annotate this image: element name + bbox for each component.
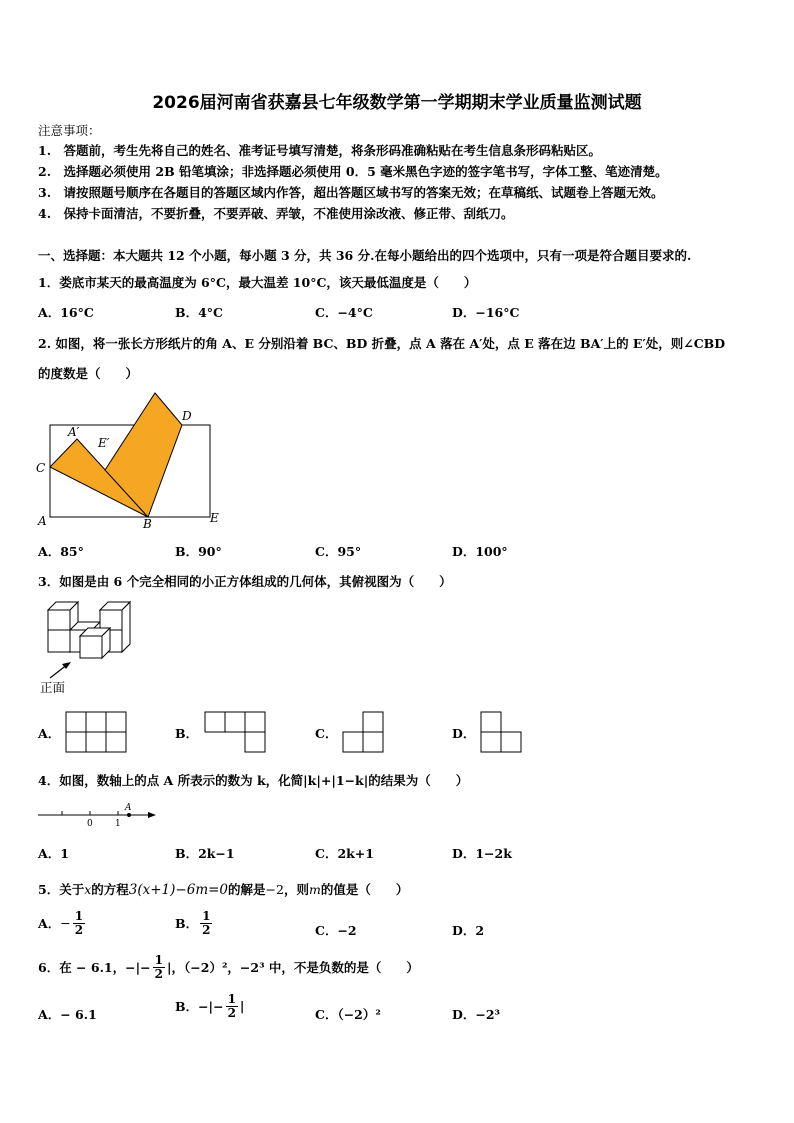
notice-heading: 注意事项： bbox=[38, 123, 101, 138]
q5-stem-mid: 的方程 bbox=[91, 882, 129, 897]
q5-option-a-sign: − bbox=[60, 915, 71, 931]
q1-option-b: B．4°C bbox=[175, 305, 223, 320]
q6-stem-fraction bbox=[153, 954, 165, 980]
label-c: C bbox=[36, 461, 46, 475]
q6-stem-pre: 6．在 − 6.1，−|− bbox=[38, 960, 151, 976]
front-label: 正面 bbox=[40, 680, 66, 695]
q1-option-c: C．−4°C bbox=[315, 305, 373, 320]
question-1-stem: 1．娄底市某天的最高温度为 6°C，最大温差 10°C，该天最低温度是（ ） bbox=[38, 275, 477, 290]
q5-stem-mid3: ，则 bbox=[283, 882, 309, 897]
number-line bbox=[36, 800, 160, 830]
fraction-numerator: 1 bbox=[74, 909, 84, 923]
question-6-stem bbox=[38, 954, 419, 980]
q5-solution: −2 bbox=[265, 882, 284, 897]
fraction-denominator: 2 bbox=[74, 922, 84, 937]
q3-option-d: D． bbox=[452, 726, 476, 741]
q4-option-b: B．2k−1 bbox=[175, 846, 235, 861]
fraction-numerator: 1 bbox=[227, 992, 236, 1006]
q5-option-c: C．−2 bbox=[315, 923, 357, 938]
q5-stem-mid2: 的解是 bbox=[228, 882, 266, 897]
fold-figure bbox=[30, 388, 230, 533]
q2-option-d: D．100° bbox=[452, 544, 508, 559]
q6-option-a: A．− 6.1 bbox=[38, 1007, 97, 1022]
q2-option-b: B．90° bbox=[175, 544, 222, 559]
q3-option-b: B． bbox=[175, 726, 199, 741]
q5-stem-post: 的值是（ ） bbox=[320, 882, 409, 897]
q4-option-d: D．1−2k bbox=[452, 846, 512, 861]
q6-option-b-fraction bbox=[226, 993, 238, 1019]
fraction-numerator: 1 bbox=[154, 953, 163, 967]
notice-item: 2. 选择题必须使用 2B 铅笔填涂；非选择题必须使用 0．5 毫米黑色字迹的签字笔书写，字体工整、笔迹清楚。 bbox=[38, 164, 668, 179]
axis-point-a: A bbox=[125, 803, 132, 813]
section-heading: 一、选择题：本大题共 12 个小题，每小题 3 分，共 36 分.在每小题给出的四个选项中，只有一项是符合题目要求的. bbox=[38, 248, 692, 263]
q3-option-a-figure[interactable] bbox=[64, 710, 128, 754]
axis-one: 1 bbox=[115, 819, 121, 829]
label-a-prime: A′ bbox=[68, 425, 80, 439]
q5-option-b bbox=[175, 910, 214, 936]
question-2-stem: 2. 如图，将一张长方形纸片的角 A、E 分别沿着 BC、BD 折叠，点 A 落在 A′处，点 E 落在边 BA′上的 E′处，则∠CBD bbox=[38, 336, 726, 351]
q3-option-d-figure[interactable] bbox=[479, 710, 523, 754]
question-4-stem: 4．如图，数轴上的点 A 所表示的数为 k，化简|k|+|1−k|的结果为（ ） bbox=[38, 773, 469, 788]
notice-item: 4. 保持卡面清洁，不要折叠，不要弄破、弄皱，不准使用涂改液、修正带、刮纸刀。 bbox=[38, 206, 514, 221]
question-5-stem bbox=[38, 880, 408, 898]
q6-option-d: D．−2³ bbox=[452, 1007, 500, 1022]
q6-option-b-pre: B．−|− bbox=[175, 999, 224, 1015]
question-2-stem-cont: 的度数是（ ） bbox=[38, 366, 139, 381]
q6-option-c: C．（−2）² bbox=[315, 1007, 381, 1022]
q5-option-a bbox=[38, 910, 87, 936]
label-d: D bbox=[182, 409, 192, 423]
label-a: A bbox=[38, 514, 47, 528]
fraction-denominator: 2 bbox=[227, 1005, 236, 1020]
q5-var-m: m bbox=[309, 882, 321, 897]
q6-option-b bbox=[175, 993, 244, 1019]
q5-equation: 3(x+1)−6m=0 bbox=[128, 882, 229, 898]
label-b: B bbox=[143, 517, 152, 531]
label-e: E bbox=[210, 511, 219, 525]
notice-item: 1. 答题前，考生先将自己的姓名、准考证号填写清楚，将条形码准确粘贴在考生信息条形码粘贴区。 bbox=[38, 143, 602, 158]
q5-option-a-fraction bbox=[73, 910, 85, 936]
question-3-stem: 3．如图是由 6 个完全相同的小正方体组成的几何体，其俯视图为（ ） bbox=[38, 574, 452, 589]
q5-option-a-label: A． bbox=[38, 916, 61, 932]
q3-option-a: A． bbox=[38, 726, 61, 741]
q3-option-c: C． bbox=[315, 726, 338, 741]
label-e-prime: E′ bbox=[98, 436, 110, 450]
q2-option-c: C．95° bbox=[315, 544, 362, 559]
fraction-denominator: 2 bbox=[202, 922, 211, 937]
notice-item: 3. 请按照题号顺序在各题目的答题区域内作答，超出答题区域书写的答案无效；在草稿纸、试题卷上答题无效。 bbox=[38, 185, 664, 200]
q6-stem-post: |，（−2）²，−2³ 中，不是负数的是（ ） bbox=[166, 960, 419, 976]
q4-option-c: C．2k+1 bbox=[315, 846, 374, 861]
page-title: 2026届河南省获嘉县七年级数学第一学期期末学业质量监测试题 bbox=[152, 93, 642, 113]
q3-option-b-figure[interactable] bbox=[203, 710, 267, 754]
q6-option-b-post: | bbox=[239, 998, 245, 1014]
q5-var-x: x bbox=[84, 882, 92, 897]
q5-option-b-fraction bbox=[200, 910, 212, 936]
q1-option-a: A．16°C bbox=[38, 305, 94, 320]
q3-option-c-figure[interactable] bbox=[341, 710, 385, 754]
q5-stem-pre: 5．关于 bbox=[38, 882, 85, 897]
q2-option-a: A．85° bbox=[38, 544, 84, 559]
q5-option-d: D．2 bbox=[452, 923, 485, 938]
q5-option-b-label: B． bbox=[175, 916, 199, 932]
q4-option-a: A．1 bbox=[38, 846, 69, 861]
fraction-numerator: 1 bbox=[202, 909, 211, 923]
q1-option-d: D．−16°C bbox=[452, 305, 520, 320]
axis-zero: 0 bbox=[87, 819, 93, 829]
fraction-denominator: 2 bbox=[154, 966, 163, 981]
